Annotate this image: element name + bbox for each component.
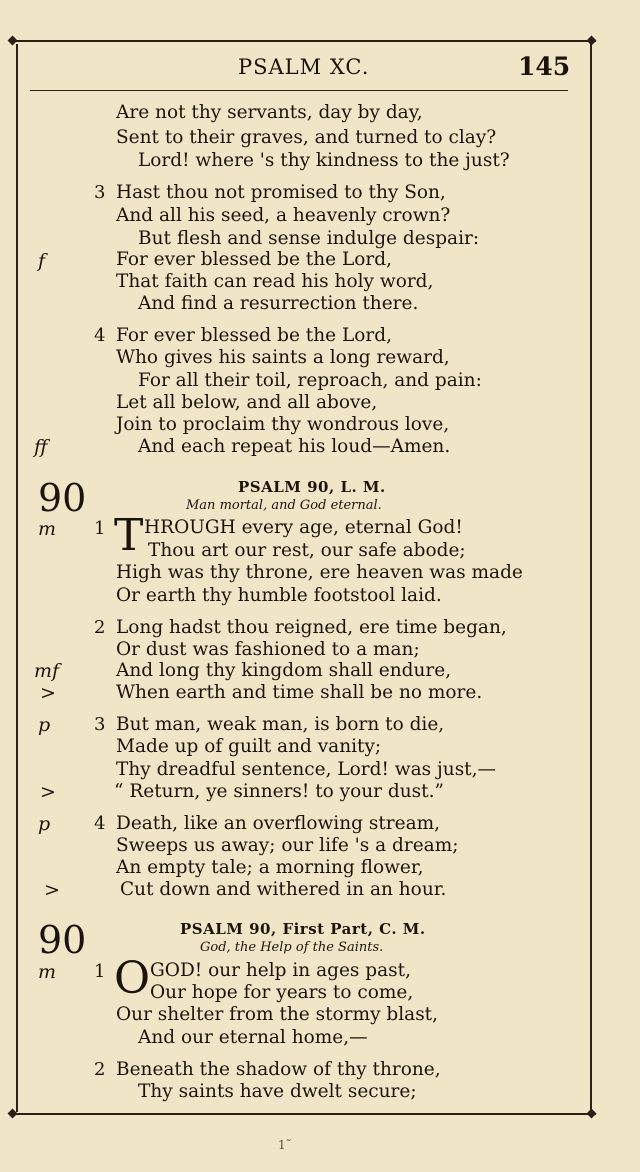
dynamic-marking: > (40, 682, 56, 704)
verse-line: But man, weak man, is born to die, (116, 714, 445, 735)
verse-line: High was thy throne, ere heaven was made (116, 562, 523, 583)
dynamic-marking: ff (34, 436, 48, 458)
verse-line: But flesh and sense indulge despair: (138, 228, 480, 249)
hymn-subtitle: Man mortal, and God eternal. (186, 498, 382, 513)
verse-line: Death, like an overflowing stream, (116, 813, 441, 834)
verse-line: HROUGH every age, eternal God! (144, 517, 463, 538)
verse-line: “ Return, ye sinners! to your dust.” (114, 781, 444, 802)
hymn-number: 90 (38, 918, 87, 962)
right-border-rule (590, 44, 592, 1112)
verse-line: Our shelter from the stormy blast, (116, 1004, 438, 1025)
drop-cap: O (114, 953, 151, 1004)
verse-line: Thy dreadful sentence, Lord! was just,— (116, 759, 496, 780)
stanza-number: 1 (94, 961, 106, 982)
stanza-number: 2 (94, 617, 106, 638)
stanza-number: 2 (94, 1059, 106, 1080)
dynamic-marking: mf (34, 660, 60, 682)
verse-line: Long hadst thou reigned, ere time began, (116, 617, 507, 638)
verse-line: Sent to their graves, and turned to clay? (116, 127, 497, 148)
dynamic-marking: > (44, 879, 60, 901)
verse-line: And long thy kingdom shall endure, (116, 660, 452, 681)
hymn-number: 90 (38, 476, 87, 520)
verse-line: Who gives his saints a long reward, (116, 347, 450, 368)
dynamic-marking: > (40, 781, 56, 803)
verse-line: That faith can read his holy word, (116, 271, 434, 292)
verse-line: And all his seed, a heavenly crown? (116, 205, 451, 226)
verse-line: Or earth thy humble footstool laid. (116, 585, 442, 606)
top-border-rule (12, 40, 596, 42)
hymn-subtitle: God, the Help of the Saints. (200, 940, 384, 955)
verse-line: Join to proclaim thy wondrous love, (116, 414, 450, 435)
hymn-title: PSALM 90, L. M. (238, 478, 386, 496)
verse-line: Beneath the shadow of thy throne, (116, 1059, 441, 1080)
verse-line: Sweeps us away; our life 's a dream; (116, 835, 459, 856)
header-rule (30, 90, 568, 91)
verse-line: GOD! our help in ages past, (150, 960, 411, 981)
verse-line: Thou art our rest, our safe abode; (148, 540, 466, 561)
verse-line: And find a resurrection there. (138, 293, 419, 314)
running-head: PSALM XC. (238, 55, 370, 79)
dynamic-marking: p (38, 813, 51, 835)
bottom-border-rule (12, 1113, 596, 1115)
dynamic-marking: p (38, 714, 51, 736)
verse-line: For all their toil, reproach, and pain: (138, 370, 482, 391)
verse-line: And each repeat his loud—Amen. (138, 436, 451, 457)
stanza-number: 3 (94, 714, 106, 735)
dynamic-marking: f (38, 250, 46, 272)
left-border-rule (16, 44, 18, 1112)
page-number: 145 (518, 52, 571, 81)
verse-line: Made up of guilt and vanity; (116, 736, 382, 757)
verse-line: An empty tale; a morning flower, (116, 857, 424, 878)
stanza-number: 3 (94, 182, 106, 203)
verse-line: When earth and time shall be no more. (116, 682, 483, 703)
dynamic-marking: m (38, 961, 57, 983)
verse-line: Or dust was fashioned to a man; (116, 639, 420, 660)
verse-line: Our hope for years to come, (150, 982, 414, 1003)
verse-line: And our eternal home,— (138, 1027, 368, 1048)
hymn-title: PSALM 90, First Part, C. M. (180, 920, 426, 938)
verse-line: Are not thy servants, day by day, (116, 102, 423, 123)
stanza-number: 4 (94, 325, 106, 346)
verse-line: Lord! where 's thy kindness to the just? (138, 150, 510, 171)
verse-line: Let all below, and all above, (116, 392, 378, 413)
verse-line: For ever blessed be the Lord, (116, 325, 392, 346)
drop-cap: T (114, 510, 144, 561)
dynamic-marking: m (38, 518, 57, 540)
stanza-number: 4 (94, 813, 106, 834)
verse-line: For ever blessed be the Lord, (116, 249, 392, 270)
verse-line: Thy saints have dwelt secure; (138, 1081, 417, 1102)
verse-line: Hast thou not promised to thy Son, (116, 182, 446, 203)
stanza-number: 1 (94, 518, 106, 539)
signature-mark: 1˜ (278, 1138, 292, 1152)
verse-line: Cut down and withered in an hour. (120, 879, 447, 900)
